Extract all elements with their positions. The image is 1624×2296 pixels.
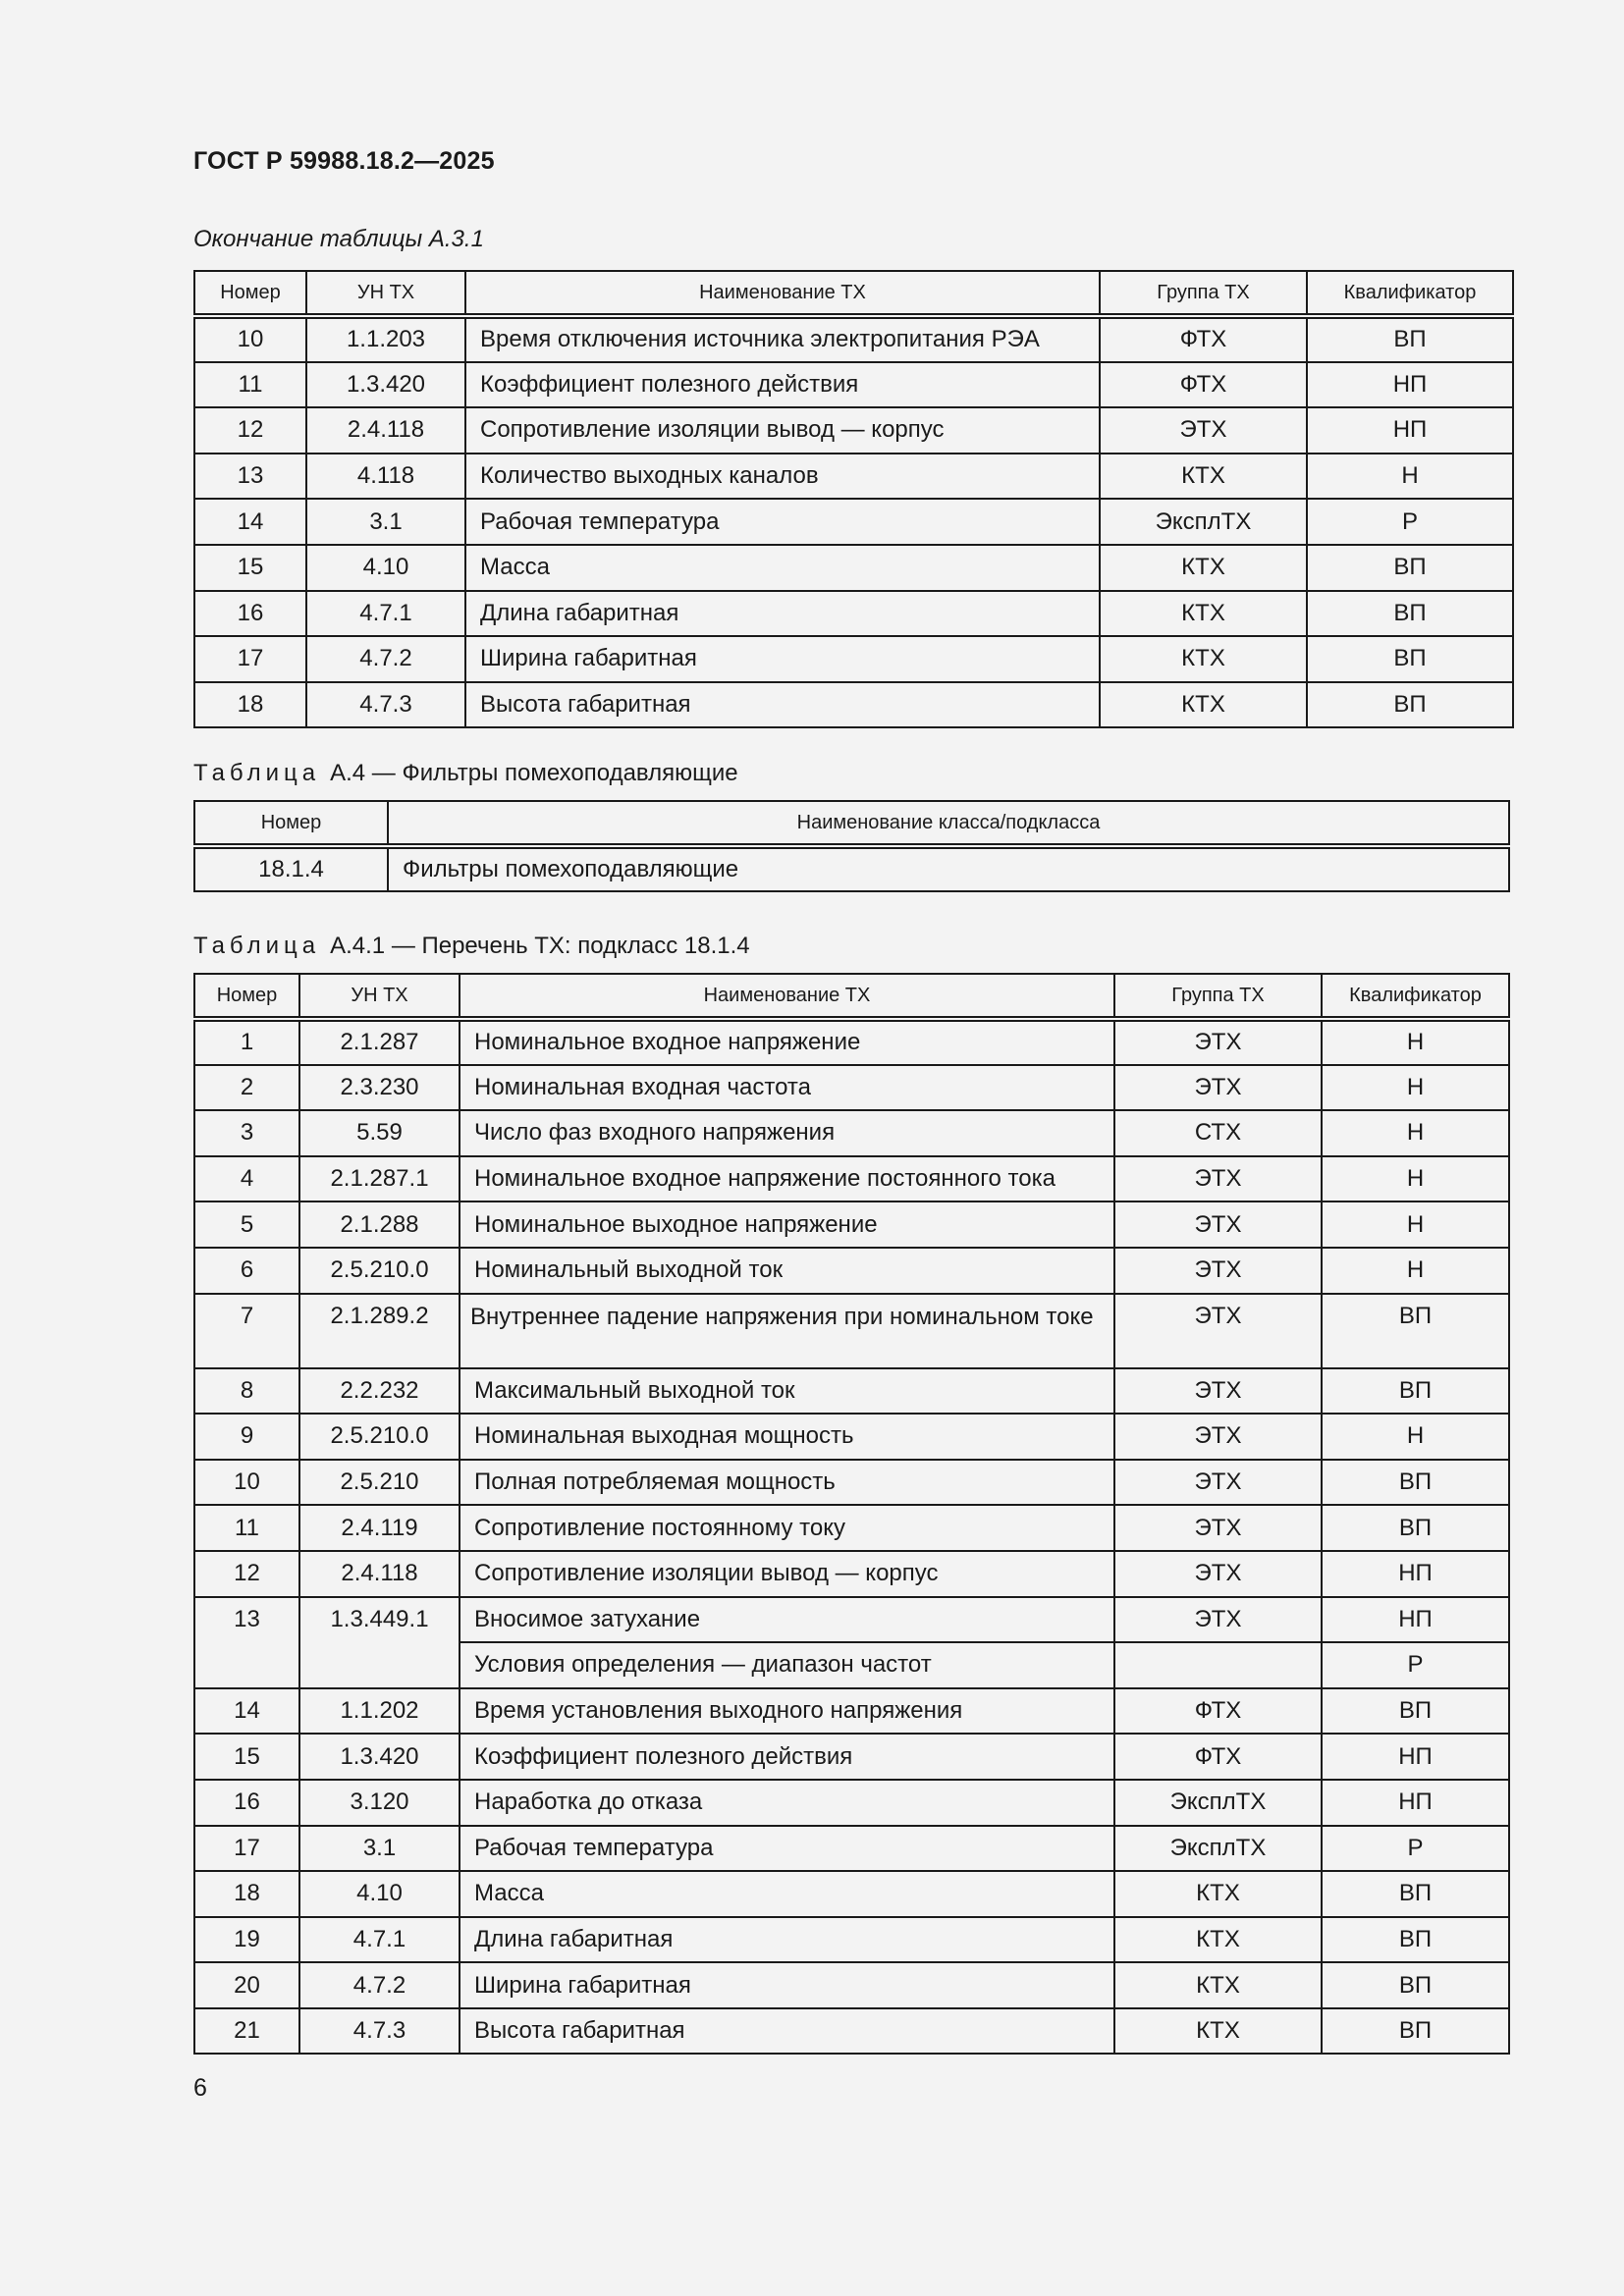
characteristic-name-cell: Длина габаритная	[460, 1917, 1114, 1963]
table-header	[194, 271, 1513, 316]
code-cell: 2.4.119	[299, 1505, 460, 1551]
qualifier-cell: ВП	[1322, 1294, 1509, 1368]
code-cell: 2.3.230	[299, 1065, 460, 1111]
qualifier-cell: ВП	[1322, 2008, 1509, 2055]
qualifier-cell: ВП	[1322, 1460, 1509, 1506]
characteristic-name-cell: Вносимое затухание	[460, 1597, 1114, 1643]
column-header: Группа ТХ	[1100, 271, 1307, 316]
code-cell: 2.2.232	[299, 1368, 460, 1415]
table-header-row	[194, 271, 1513, 316]
qualifier-cell: ВП	[1322, 1871, 1509, 1917]
table-row	[194, 316, 1513, 362]
group-cell: ЭТХ	[1114, 1065, 1322, 1111]
characteristic-name-cell: Сопротивление постоянному току	[460, 1505, 1114, 1551]
characteristic-name-cell: Внутреннее падение напряжения при номинальном токе	[460, 1294, 1114, 1368]
group-cell: КТХ	[1114, 1917, 1322, 1963]
code-cell: 4.7.2	[306, 636, 465, 682]
table-row	[194, 1505, 1509, 1551]
qualifier-cell: Н	[1307, 454, 1513, 500]
table-row	[194, 1201, 1509, 1248]
table-header-row	[194, 974, 1509, 1019]
number-cell: 5	[194, 1201, 299, 1248]
code-cell: 4.7.3	[299, 2008, 460, 2055]
number-cell: 3	[194, 1110, 299, 1156]
number-cell: 11	[194, 362, 306, 408]
table-body	[194, 846, 1509, 891]
table-row	[194, 454, 1513, 500]
number-cell: 12	[194, 1551, 299, 1597]
code-cell: 2.4.118	[306, 407, 465, 454]
qualifier-cell: Н	[1322, 1065, 1509, 1111]
table-row	[194, 1780, 1509, 1826]
number-cell: 21	[194, 2008, 299, 2055]
qualifier-cell: Н	[1322, 1156, 1509, 1202]
table-row	[194, 636, 1513, 682]
group-cell: ЭТХ	[1114, 1156, 1322, 1202]
number-cell: 10	[194, 316, 306, 362]
number-cell: 12	[194, 407, 306, 454]
code-cell: 4.7.2	[299, 1962, 460, 2008]
number-cell: 13	[194, 454, 306, 500]
qualifier-cell: ВП	[1307, 591, 1513, 637]
code-cell: 2.5.210.0	[299, 1414, 460, 1460]
group-cell	[1114, 1642, 1322, 1688]
characteristic-name-cell: Число фаз входного напряжения	[460, 1110, 1114, 1156]
table-row	[194, 1917, 1509, 1963]
number-cell: 15	[194, 545, 306, 591]
code-cell: 3.1	[306, 499, 465, 545]
qualifier-cell: Н	[1322, 1201, 1509, 1248]
number-cell: 10	[194, 1460, 299, 1506]
table-row	[194, 1826, 1509, 1872]
characteristic-name-cell: Ширина габаритная	[460, 1962, 1114, 2008]
column-header: Наименование класса/подкласса	[388, 801, 1509, 846]
characteristic-name-cell: Номинальный выходной ток	[460, 1248, 1114, 1294]
characteristic-name-cell: Номинальное входное напряжение	[460, 1019, 1114, 1065]
table-header	[194, 801, 1509, 846]
code-cell: 5.59	[299, 1110, 460, 1156]
code-cell: 2.1.287.1	[299, 1156, 460, 1202]
number-cell: 17	[194, 636, 306, 682]
code-cell: 4.10	[306, 545, 465, 591]
code-cell: 1.3.449.1	[299, 1597, 460, 1688]
number-cell: 13	[194, 1597, 299, 1688]
group-cell: ЭТХ	[1114, 1505, 1322, 1551]
group-cell: КТХ	[1114, 2008, 1322, 2055]
qualifier-cell: Н	[1322, 1248, 1509, 1294]
table-row	[194, 1065, 1509, 1111]
number-cell: 4	[194, 1156, 299, 1202]
characteristic-name-cell: Сопротивление изоляции вывод — корпус	[465, 407, 1100, 454]
qualifier-cell: ВП	[1322, 1688, 1509, 1735]
column-header: Наименование ТХ	[460, 974, 1114, 1019]
table-row	[194, 1414, 1509, 1460]
characteristic-name-cell: Сопротивление изоляции вывод — корпус	[460, 1551, 1114, 1597]
group-cell: ЭксплТХ	[1114, 1780, 1322, 1826]
characteristic-name-cell: Номинальное входное напряжение постоянного тока	[460, 1156, 1114, 1202]
code-cell: 1.3.420	[306, 362, 465, 408]
table-row	[194, 1019, 1509, 1065]
qualifier-cell: ВП	[1322, 1917, 1509, 1963]
code-cell: 1.1.202	[299, 1688, 460, 1735]
group-cell: ЭТХ	[1114, 1019, 1322, 1065]
characteristic-name-cell: Время отключения источника электропитания РЭА	[465, 316, 1100, 362]
table-row	[194, 1688, 1509, 1735]
qualifier-cell: НП	[1307, 362, 1513, 408]
table-row	[194, 591, 1513, 637]
number-cell: 8	[194, 1368, 299, 1415]
standard-designation: ГОСТ Р 59988.18.2—2025	[193, 147, 495, 175]
qualifier-cell: НП	[1322, 1734, 1509, 1780]
column-header: УН ТХ	[306, 271, 465, 316]
characteristic-name-cell: Наработка до отказа	[460, 1780, 1114, 1826]
qualifier-cell: Н	[1322, 1110, 1509, 1156]
group-cell: ФТХ	[1100, 362, 1307, 408]
characteristic-name-cell: Масса	[460, 1871, 1114, 1917]
number-cell: 7	[194, 1294, 299, 1368]
table-row	[194, 545, 1513, 591]
number-cell: 9	[194, 1414, 299, 1460]
code-cell: 3.1	[299, 1826, 460, 1872]
characteristic-name-cell: Условия определения — диапазон частот	[460, 1642, 1114, 1688]
group-cell: ЭТХ	[1114, 1414, 1322, 1460]
table-row	[194, 846, 1509, 891]
code-cell: 2.1.287	[299, 1019, 460, 1065]
group-cell: ФТХ	[1114, 1734, 1322, 1780]
qualifier-cell: Н	[1322, 1019, 1509, 1065]
table-row	[194, 2008, 1509, 2055]
caption-word: Таблица	[193, 933, 321, 959]
code-cell: 2.1.289.2	[299, 1294, 460, 1368]
table-row	[194, 1597, 1509, 1643]
column-header: Номер	[194, 801, 388, 846]
code-cell: 4.7.3	[306, 682, 465, 728]
number-cell: 11	[194, 1505, 299, 1551]
group-cell: ЭТХ	[1114, 1551, 1322, 1597]
number-cell: 16	[194, 591, 306, 637]
code-cell: 2.1.288	[299, 1201, 460, 1248]
table-row	[194, 1734, 1509, 1780]
table-a4-caption	[193, 760, 738, 787]
code-cell: 1.1.203	[306, 316, 465, 362]
qualifier-cell: ВП	[1322, 1962, 1509, 2008]
characteristic-name-cell: Коэффициент полезного действия	[465, 362, 1100, 408]
characteristic-name-cell: Ширина габаритная	[465, 636, 1100, 682]
characteristic-name-cell: Номинальное выходное напряжение	[460, 1201, 1114, 1248]
characteristic-name-cell: Коэффициент полезного действия	[460, 1734, 1114, 1780]
characteristic-name-cell: Максимальный выходной ток	[460, 1368, 1114, 1415]
group-cell: ФТХ	[1100, 316, 1307, 362]
table-body	[194, 1019, 1509, 2054]
table-row	[194, 1962, 1509, 2008]
code-cell: 4.118	[306, 454, 465, 500]
code-cell: 4.10	[299, 1871, 460, 1917]
group-cell: КТХ	[1100, 591, 1307, 637]
qualifier-cell: ВП	[1307, 682, 1513, 728]
column-header: Наименование ТХ	[465, 271, 1100, 316]
characteristic-name-cell: Рабочая температура	[465, 499, 1100, 545]
group-cell: ЭТХ	[1114, 1460, 1322, 1506]
group-cell: КТХ	[1100, 545, 1307, 591]
table-row	[194, 362, 1513, 408]
number-cell: 2	[194, 1065, 299, 1111]
table-a31-continuation-caption: Окончание таблицы А.3.1	[193, 226, 484, 252]
number-cell: 18	[194, 1871, 299, 1917]
group-cell: ЭксплТХ	[1114, 1826, 1322, 1872]
table-row	[194, 1460, 1509, 1506]
group-cell: ФТХ	[1114, 1688, 1322, 1735]
group-cell: ЭТХ	[1114, 1248, 1322, 1294]
number-cell: 1	[194, 1019, 299, 1065]
caption-text: А.4 — Фильтры помехоподавляющие	[330, 760, 738, 786]
column-header: Квалификатор	[1307, 271, 1513, 316]
group-cell: КТХ	[1100, 454, 1307, 500]
characteristic-name-cell: Длина габаритная	[465, 591, 1100, 637]
qualifier-cell: Р	[1322, 1826, 1509, 1872]
table-a4	[193, 800, 1510, 892]
qualifier-cell: ВП	[1322, 1505, 1509, 1551]
table-row	[194, 1248, 1509, 1294]
characteristic-name-cell: Высота габаритная	[465, 682, 1100, 728]
number-cell: 14	[194, 499, 306, 545]
table-row	[194, 1156, 1509, 1202]
characteristic-name-cell: Время установления выходного напряжения	[460, 1688, 1114, 1735]
code-cell: 2.4.118	[299, 1551, 460, 1597]
code-cell: 1.3.420	[299, 1734, 460, 1780]
group-cell: СТХ	[1114, 1110, 1322, 1156]
table-row	[194, 1551, 1509, 1597]
group-cell: ЭТХ	[1114, 1201, 1322, 1248]
code-cell: 2.5.210	[299, 1460, 460, 1506]
table-row	[194, 1110, 1509, 1156]
qualifier-cell: ВП	[1307, 316, 1513, 362]
qualifier-cell: НП	[1322, 1597, 1509, 1643]
class-number-cell: 18.1.4	[194, 846, 388, 891]
caption-text: А.4.1 — Перечень ТХ: подкласс 18.1.4	[330, 933, 750, 959]
group-cell: КТХ	[1114, 1871, 1322, 1917]
code-cell: 3.120	[299, 1780, 460, 1826]
code-cell: 2.5.210.0	[299, 1248, 460, 1294]
column-header: Квалификатор	[1322, 974, 1509, 1019]
qualifier-cell: НП	[1307, 407, 1513, 454]
characteristic-name-cell: Высота габаритная	[460, 2008, 1114, 2055]
group-cell: ЭксплТХ	[1100, 499, 1307, 545]
qualifier-cell: Р	[1322, 1642, 1509, 1688]
qualifier-cell: ВП	[1322, 1368, 1509, 1415]
group-cell: ЭТХ	[1114, 1597, 1322, 1643]
number-cell: 18	[194, 682, 306, 728]
table-row	[194, 1871, 1509, 1917]
table-row	[194, 499, 1513, 545]
group-cell: ЭТХ	[1114, 1294, 1322, 1368]
qualifier-cell: ВП	[1307, 636, 1513, 682]
qualifier-cell: ВП	[1307, 545, 1513, 591]
group-cell: ЭТХ	[1100, 407, 1307, 454]
number-cell: 19	[194, 1917, 299, 1963]
column-header: Номер	[194, 271, 306, 316]
class-name-cell: Фильтры помехоподавляющие	[388, 846, 1509, 891]
characteristic-name-cell: Масса	[465, 545, 1100, 591]
number-cell: 20	[194, 1962, 299, 2008]
group-cell: ЭТХ	[1114, 1368, 1322, 1415]
qualifier-cell: НП	[1322, 1551, 1509, 1597]
qualifier-cell: Р	[1307, 499, 1513, 545]
group-cell: КТХ	[1100, 682, 1307, 728]
table-row	[194, 682, 1513, 728]
number-cell: 15	[194, 1734, 299, 1780]
characteristic-name-cell: Количество выходных каналов	[465, 454, 1100, 500]
characteristic-name-cell: Рабочая температура	[460, 1826, 1114, 1872]
table-body	[194, 316, 1513, 727]
number-cell: 6	[194, 1248, 299, 1294]
column-header: УН ТХ	[299, 974, 460, 1019]
table-row	[194, 1368, 1509, 1415]
code-cell: 4.7.1	[306, 591, 465, 637]
table-a41	[193, 973, 1510, 2055]
characteristic-name-cell: Номинальная входная частота	[460, 1065, 1114, 1111]
table-a41-caption	[193, 933, 750, 960]
characteristic-name-cell: Номинальная выходная мощность	[460, 1414, 1114, 1460]
table-header	[194, 974, 1509, 1019]
column-header: Группа ТХ	[1114, 974, 1322, 1019]
page-number: 6	[193, 2074, 207, 2102]
caption-word: Таблица	[193, 760, 321, 786]
group-cell: КТХ	[1100, 636, 1307, 682]
number-cell: 16	[194, 1780, 299, 1826]
group-cell: КТХ	[1114, 1962, 1322, 2008]
column-header: Номер	[194, 974, 299, 1019]
qualifier-cell: Н	[1322, 1414, 1509, 1460]
characteristic-name-cell: Полная потребляемая мощность	[460, 1460, 1114, 1506]
qualifier-cell: НП	[1322, 1780, 1509, 1826]
number-cell: 14	[194, 1688, 299, 1735]
table-row	[194, 1294, 1509, 1368]
table-header-row	[194, 801, 1509, 846]
table-a31-end	[193, 270, 1514, 728]
table-row	[194, 407, 1513, 454]
code-cell: 4.7.1	[299, 1917, 460, 1963]
number-cell: 17	[194, 1826, 299, 1872]
